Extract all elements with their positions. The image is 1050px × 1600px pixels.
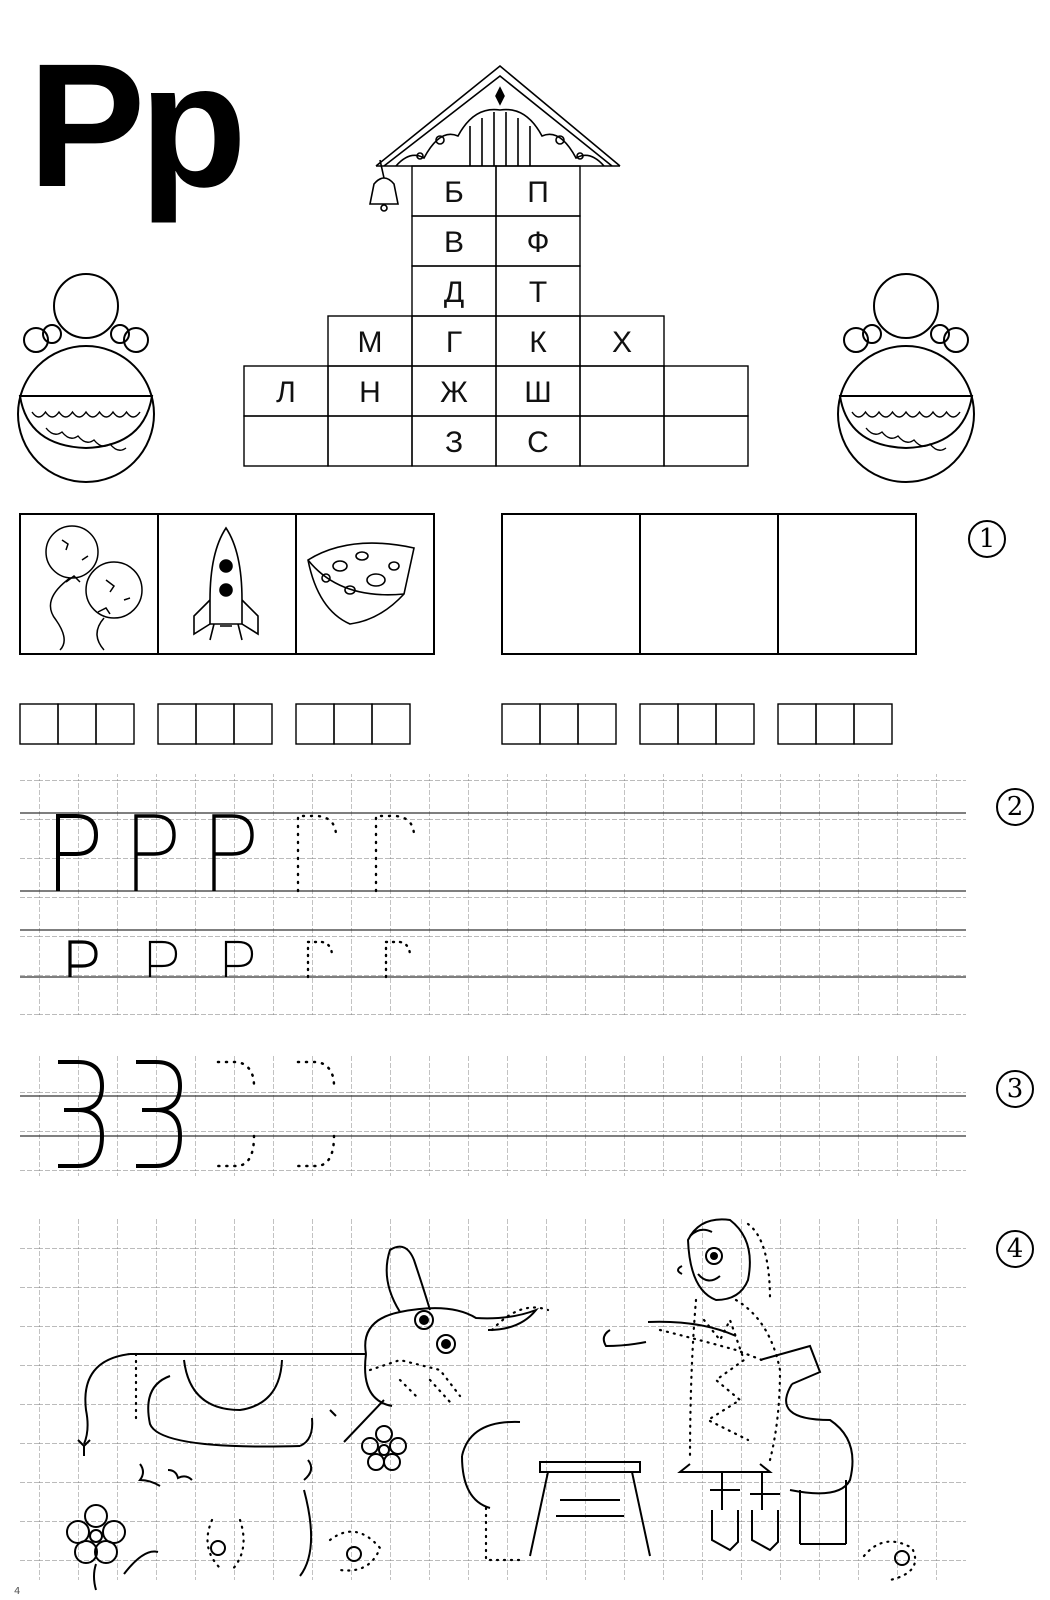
drawing-grid-task4 <box>20 1218 966 1580</box>
house-cell <box>244 416 328 466</box>
word-scheme <box>502 704 616 744</box>
house-cell-letter: Б <box>444 176 464 209</box>
exercise-number-3: 3 <box>996 1070 1034 1108</box>
house-cell-letter: Н <box>359 376 381 409</box>
house-cell-letter: Г <box>445 326 463 359</box>
house-roof <box>376 66 620 166</box>
house-cell-letter: Л <box>276 376 296 409</box>
cheese-icon <box>308 543 414 624</box>
house-cell-letter: З <box>444 426 464 459</box>
house-cell <box>496 166 580 216</box>
house-cell <box>412 316 496 366</box>
house-cell <box>328 416 412 466</box>
answer-boxes <box>502 514 916 654</box>
house-cell <box>412 266 496 316</box>
house-cell <box>412 216 496 266</box>
house-cell-letter: К <box>529 326 547 359</box>
word-sound-schemes <box>20 704 892 744</box>
house-cell-letter: М <box>357 326 383 359</box>
rocket-icon <box>194 528 258 640</box>
exercise-number-1: 1 <box>968 520 1006 558</box>
word-scheme <box>158 704 272 744</box>
word-scheme <box>296 704 410 744</box>
bell-icon <box>370 160 398 211</box>
page-corner-mark: 4 <box>14 1586 21 1597</box>
nesting-doll-left-icon <box>18 274 154 482</box>
page-title-letters: Рр <box>28 28 241 224</box>
house-cell <box>412 366 496 416</box>
house-cell <box>412 166 496 216</box>
house-cell <box>244 366 328 416</box>
house-cell <box>664 416 748 466</box>
word-scheme <box>20 704 134 744</box>
house-cell-letter: Ф <box>526 226 550 259</box>
house-cell-letter: Ж <box>440 376 468 409</box>
house-cell-letter: Х <box>611 326 633 359</box>
house-cell <box>496 416 580 466</box>
house-cell <box>580 316 664 366</box>
house-cell <box>412 416 496 466</box>
nesting-doll-right-icon <box>838 274 974 482</box>
house-cell-letter: Ш <box>524 376 552 409</box>
house-letter-grid <box>244 166 748 466</box>
house-cell <box>496 316 580 366</box>
house-cell <box>580 416 664 466</box>
house-cell <box>496 366 580 416</box>
house-cell <box>664 366 748 416</box>
word-scheme <box>778 704 892 744</box>
house-cell <box>496 266 580 316</box>
exercise-number-4: 4 <box>996 1230 1034 1268</box>
balloons-icon <box>46 526 142 650</box>
house-cell-letter: С <box>527 426 549 459</box>
house-cell <box>328 366 412 416</box>
writing-grid-task2 <box>20 774 966 1016</box>
house-cell <box>328 316 412 366</box>
word-scheme <box>640 704 754 744</box>
house-cell-letter: В <box>443 226 465 259</box>
house-cell-letter: Д <box>443 276 465 309</box>
house-cell-letter: Т <box>528 276 548 309</box>
house-cell <box>496 216 580 266</box>
exercise-number-2: 2 <box>996 788 1034 826</box>
house-cell-letter: П <box>527 176 549 209</box>
house-cell <box>580 366 664 416</box>
writing-grid-task3 <box>20 1056 966 1176</box>
